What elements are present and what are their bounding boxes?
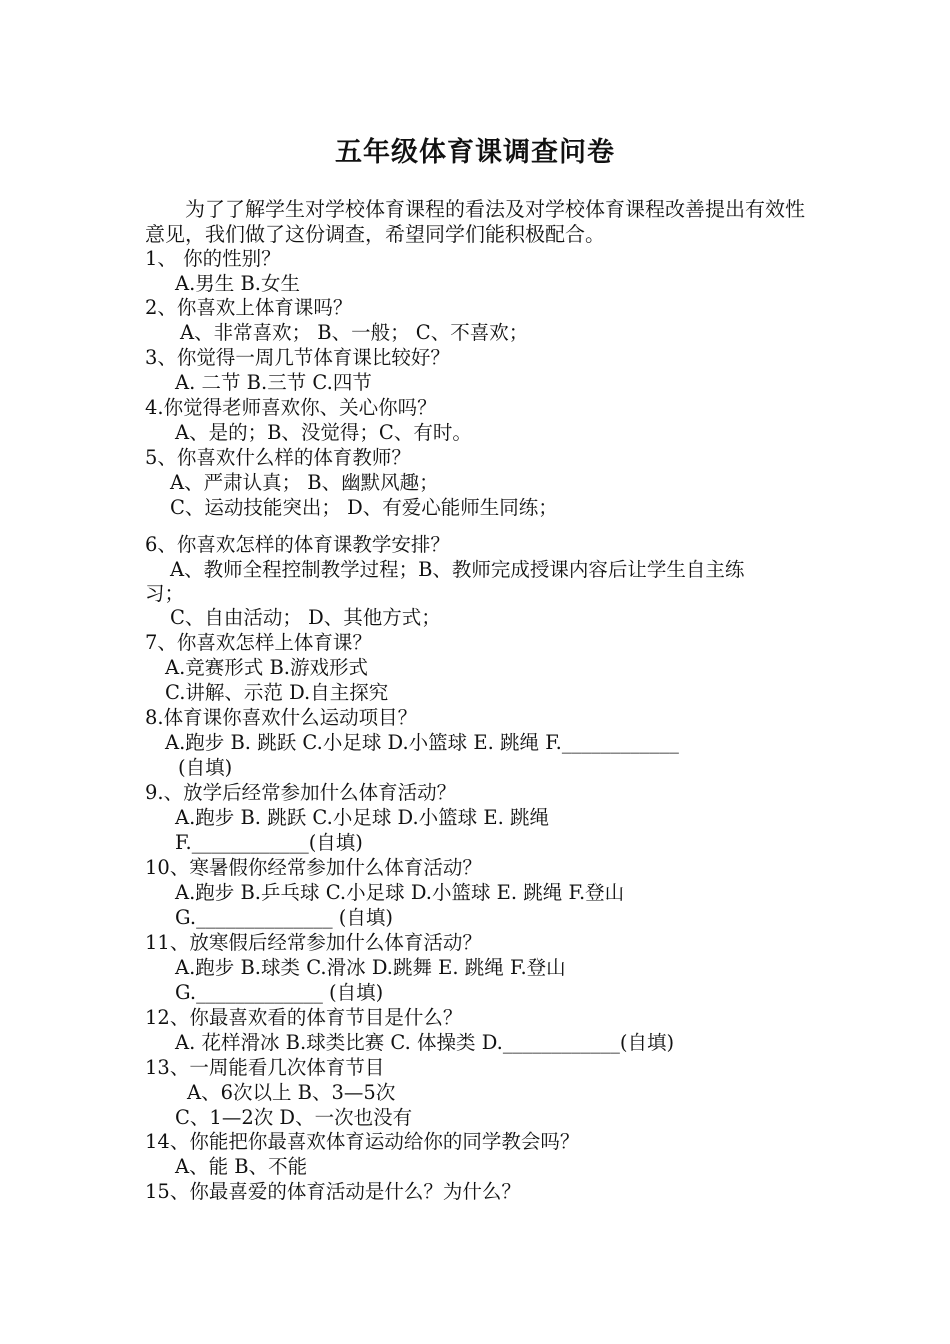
options-8-fill: (自填): [178, 756, 233, 779]
options-4: A、是的；B、没觉得；C、有时。: [175, 421, 472, 444]
question-10: 10、寒暑假你经常参加什么体育活动？: [145, 856, 482, 879]
options-5a: A、严肃认真； B、幽默风趣；: [170, 471, 439, 494]
question-9: 9.、放学后经常参加什么体育活动？: [145, 781, 457, 804]
question-8: 8.体育课你喜欢什么运动项目？: [145, 706, 418, 729]
options-14: A、能 B、不能: [175, 1155, 308, 1178]
question-15: 15、你最喜爱的体育活动是什么？为什么？: [145, 1180, 521, 1203]
question-6: 6、你喜欢怎样的体育课教学安排？: [145, 533, 450, 556]
options-9-fill: F.____________(自填): [175, 831, 363, 854]
question-2: 2、你喜欢上体育课吗？: [145, 296, 353, 319]
question-7: 7、你喜欢怎样上体育课？: [145, 631, 372, 654]
question-5: 5、你喜欢什么样的体育教师？: [145, 446, 411, 469]
options-6a: A、教师全程控制教学过程；B、教师完成授课内容后让学生自主练: [170, 558, 745, 581]
question-1: 1、 你的性别？: [145, 247, 281, 270]
options-13a: A、6次以上 B、3—5次: [187, 1081, 396, 1104]
options-11-fill: G._____________ (自填): [175, 981, 384, 1004]
page-title: 五年级体育课调查问卷: [335, 137, 615, 168]
question-3: 3、你觉得一周几节体育课比较好？: [145, 346, 450, 369]
options-13b: C、1—2次 D、一次也没有: [175, 1106, 413, 1129]
options-9: A.跑步 B. 跳跃 C.小足球 D.小篮球 E. 跳绳: [175, 806, 549, 829]
options-3: A. 二节 B.三节 C.四节: [175, 371, 372, 394]
question-13: 13、一周能看几次体育节目: [145, 1056, 385, 1079]
question-12: 12、你最喜欢看的体育节目是什么？: [145, 1006, 463, 1029]
question-4: 4.你觉得老师喜欢你、关心你吗？: [145, 396, 437, 419]
options-10: A.跑步 B.乒乓球 C.小足球 D.小篮球 E. 跳绳 F.登山: [175, 881, 625, 904]
options-11: A.跑步 B.球类 C.滑冰 D.跳舞 E. 跳绳 F.登山: [175, 956, 566, 979]
options-2: A、非常喜欢； B、一般； C、不喜欢；: [180, 321, 529, 344]
options-6b: C、自由活动； D、其他方式；: [170, 606, 441, 629]
options-6a-wrap: 习；: [145, 582, 185, 605]
options-7a: A.竞赛形式 B.游戏形式: [165, 656, 369, 679]
options-7b: C.讲解、示范 D.自主探究: [165, 681, 389, 704]
intro-paragraph: 为了了解学生对学校体育课程的看法及对学校体育课程改善提出有效性意见，我们做了这份调查，希望同学们能积极配合。: [145, 197, 805, 246]
options-5b: C、运动技能突出； D、有爱心能师生同练；: [170, 496, 558, 519]
question-14: 14、你能把你最喜欢体育运动给你的同学教会吗？: [145, 1130, 580, 1153]
question-11: 11、放寒假后经常参加什么体育活动？: [145, 931, 482, 954]
options-8: A.跑步 B. 跳跃 C.小足球 D.小篮球 E. 跳绳 F.____________: [165, 731, 679, 754]
options-1: A.男生 B.女生: [175, 272, 301, 295]
options-10-fill: G.______________ (自填): [175, 906, 393, 929]
options-12: A. 花样滑冰 B.球类比赛 C. 体操类 D.____________(自填): [175, 1031, 675, 1054]
